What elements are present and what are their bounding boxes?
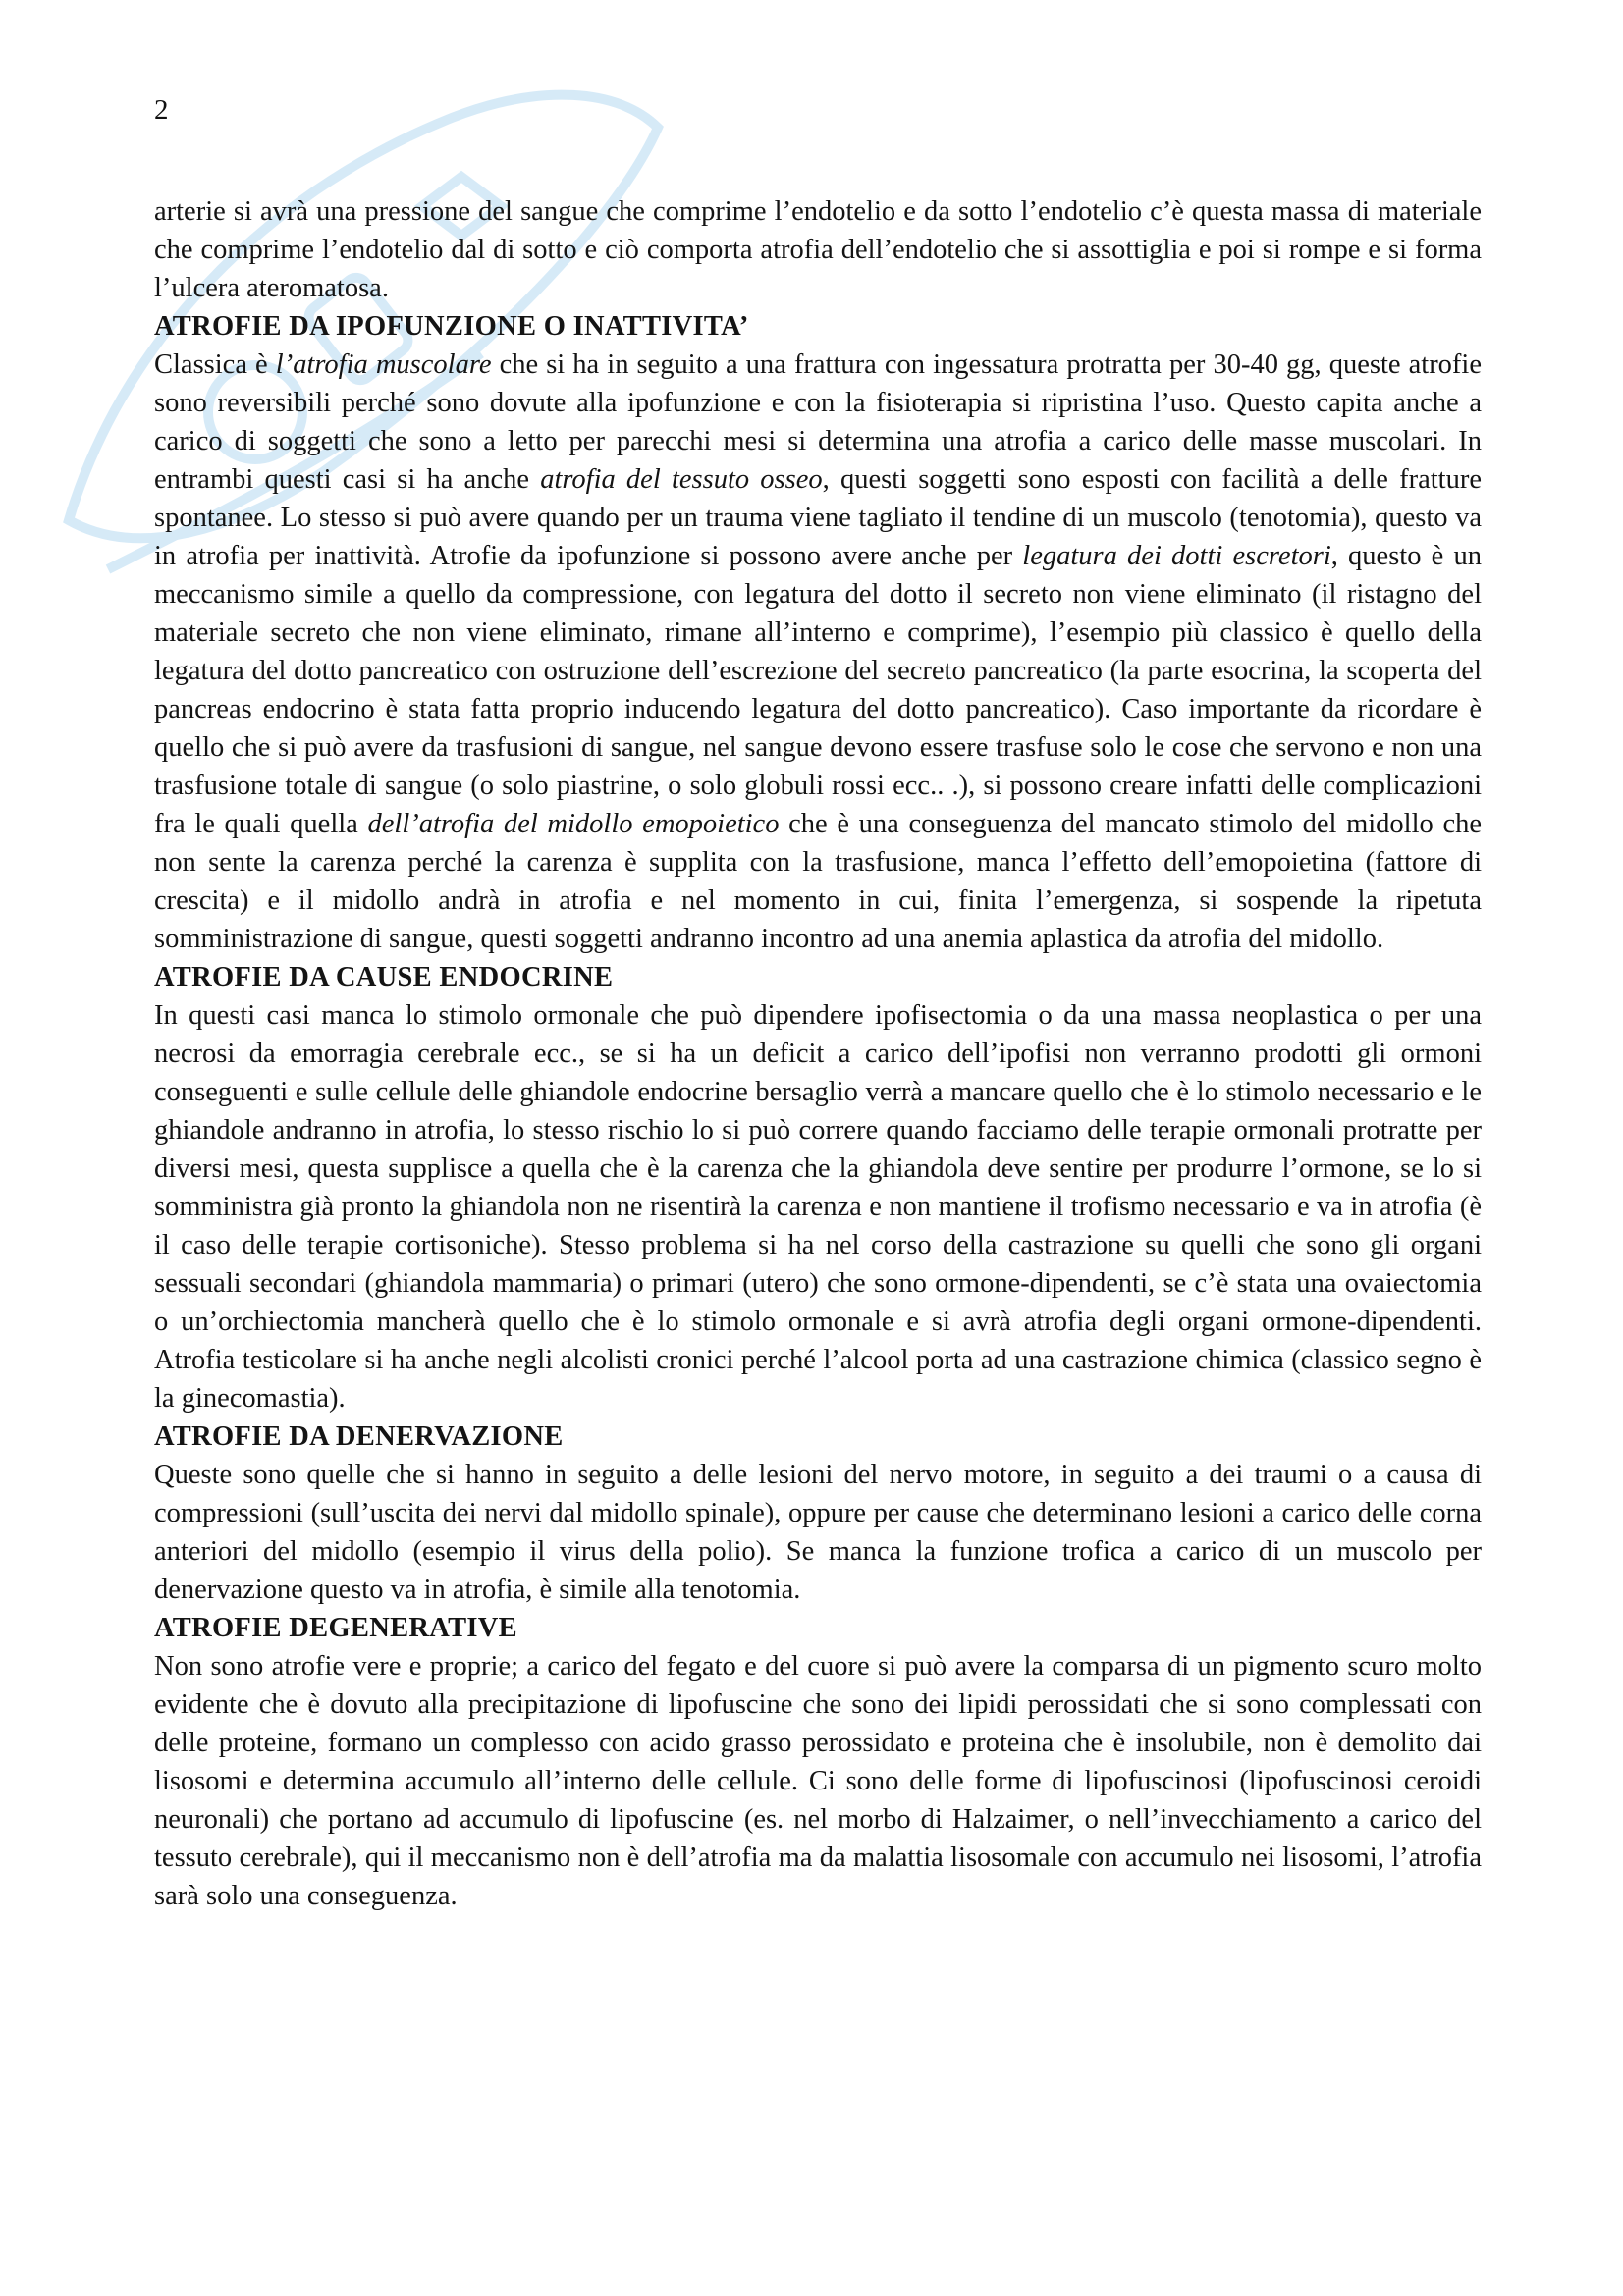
text-run: arterie si avrà una pressione del sangue che comprime l’endotelio e da sotto l’endotelio c’è questa massa di materiale che comprime l’endotelio dal di sotto e ciò comporta atrofia dell’endotelio che si assottiglia e poi si rompe e si forma l’ulcera ateromatosa. — [154, 196, 1482, 303]
emphasis-term: legatura dei dotti escretori — [1022, 541, 1331, 571]
text-run: che si ha in seguito a una frattura con ingessatura protratta per 30-40 gg, queste atrofie sono reversibili perché sono dovute alla ipofunzione e con la fisioterapia si ripristina l’uso. Questo capita anche a carico di soggetti che sono a letto per parecchi mesi si determina una atrofia a carico delle masse muscolari. In entrambi questi casi si ha anche — [154, 349, 1482, 495]
paragraph — [154, 996, 1482, 1417]
emphasis-term: l’atrofia muscolare — [275, 349, 492, 380]
text-run: Classica è — [154, 349, 276, 380]
emphasis-term: dell’atrofia del midollo emopoietico — [367, 809, 780, 839]
paragraph — [154, 1456, 1482, 1609]
document-body — [154, 192, 1482, 1915]
section-denervazione — [154, 1417, 1482, 1609]
section-endocrine — [154, 958, 1482, 1417]
section-intro — [154, 192, 1482, 307]
paragraph — [154, 192, 1482, 307]
page-number: 2 — [154, 94, 169, 126]
section-heading: ATROFIE DA IPOFUNZIONE O INATTIVITA’ — [154, 311, 749, 342]
section-heading: ATROFIE DA DENERVAZIONE — [154, 1421, 564, 1452]
section-heading: ATROFIE DEGENERATIVE — [154, 1613, 517, 1643]
text-run: che è una conseguenza del mancato stimolo del midollo che non sente la carenza perché la carenza è supplita con la trasfusione, manca l’effetto dell’emopoietina (fattore di crescita) e il midollo andrà in atrofia e nel momento in cui, finita l’emergenza, si sospende la ripetuta somministrazione di sangue, questi soggetti andranno incontro ad una anemia aplastica da atrofia del midollo. — [154, 809, 1482, 954]
section-ipofunzione — [154, 307, 1482, 958]
section-degenerative — [154, 1609, 1482, 1915]
text-run: , questo è un meccanismo simile a quello da compressione, con legatura del dotto il secreto non viene eliminato (il ristagno del materiale secreto che non viene eliminato, rimane all’interno e comprime), l’esempio più classico è quello della legatura del dotto pancreatico con ostruzione dell’escrezione del secreto pancreatico (la parte esocrina, la scoperta del pancreas endocrino è stata fatta proprio inducendo legatura del dotto pancreatico). Caso importante da ricordare è quello che si può avere da trasfusioni di sangue, nel sangue devono essere trasfuse solo le cose che servono e non una trasfusione totale di sangue (o solo piastrine, o solo globuli rossi ecc.. .), si possono creare infatti delle complicazioni fra le quali quella — [154, 541, 1482, 839]
text-run: In questi casi manca lo stimolo ormonale che può dipendere ipofisectomia o da una massa neoplastica o per una necrosi da emorragia cerebrale ecc., se si ha un deficit a carico dell’ipofisi non verranno prodotti gli ormoni conseguenti e sulle cellule delle ghiandole endocrine bersaglio verrà a mancare quello che è lo stimolo necessario e le ghiandole andranno in atrofia, lo stesso rischio lo si può correre quando facciamo delle terapie ormonali protratte per diversi mesi, questa supplisce a quella che è la carenza che la ghiandola deve sentire per produrre l’ormone, se lo si somministra già pronto la ghiandola non ne risentirà la carenza e non mantiene il trofismo necessario e va in atrofia (è il caso delle terapie cortisoniche). Stesso problema si ha nel corso della castrazione su quelli che sono gli organi sessuali secondari (ghiandola mammaria) o primari (utero) che sono ormone-dipendenti, se c’è stata una ovaiectomia o un’orchiectomia mancherà quello che è lo stimolo ormonale e si avrà atrofia degli organi ormone-dipendenti. Atrofia testicolare si ha anche negli alcolisti cronici perché l’alcool porta ad una castrazione chimica (classico segno è la ginecomastia). — [154, 1000, 1482, 1414]
text-run: , questi soggetti sono esposti con facilità a delle fratture spontanee. Lo stesso si può avere quando per un trauma viene tagliato il tendine di un muscolo (tenotomia), questo va in atrofia per inattività. Atrofie da ipofunzione si possono avere anche per — [154, 464, 1482, 571]
section-heading: ATROFIE DA CAUSE ENDOCRINE — [154, 962, 614, 992]
text-run: Queste sono quelle che si hanno in seguito a delle lesioni del nervo motore, in seguito a dei traumi o a causa di compressioni (sull’uscita dei nervi dal midollo spinale), oppure per cause che determinano lesioni a carico delle corna anteriori del midollo (esempio il virus della polio). Se manca la funzione trofica a carico di un muscolo per denervazione questo va in atrofia, è simile alla tenotomia. — [154, 1460, 1482, 1605]
paragraph — [154, 346, 1482, 958]
text-run: Non sono atrofie vere e proprie; a carico del fegato e del cuore si può avere la comparsa di un pigmento scuro molto evidente che è dovuto alla precipitazione di lipofuscine che sono dei lipidi perossidati che si sono complessati con delle proteine, formano un complesso con acido grasso perossidato e proteina che è insolubile, non è demolito dai lisosomi e determina accumulo all’interno delle cellule. Ci sono delle forme di lipofuscinosi (lipofuscinosi ceroidi neuronali) che portano ad accumulo di lipofuscine (es. nel morbo di Halzaimer, o nell’invecchiamento a carico del tessuto cerebrale), qui il meccanismo non è dell’atrofia ma da malattia lisosomale con accumulo nei lisosomi, l’atrofia sarà solo una conseguenza. — [154, 1651, 1482, 1911]
emphasis-term: atrofia del tessuto osseo — [540, 464, 823, 495]
paragraph — [154, 1647, 1482, 1915]
